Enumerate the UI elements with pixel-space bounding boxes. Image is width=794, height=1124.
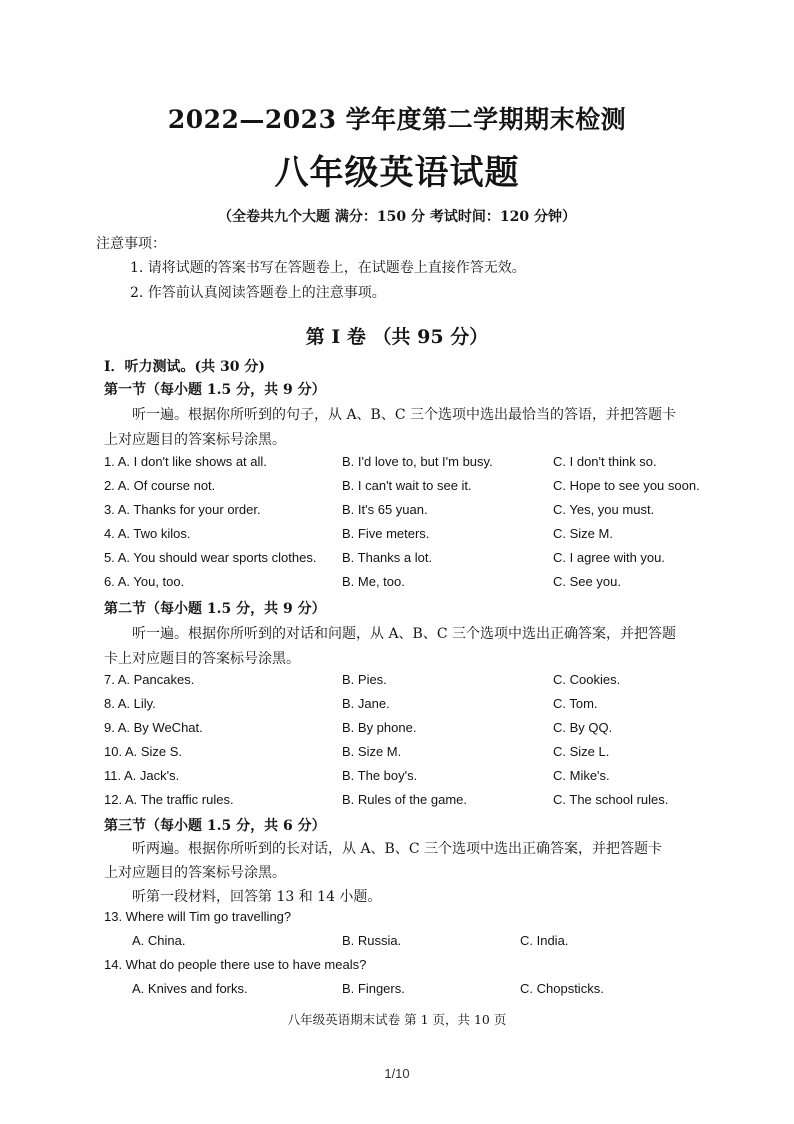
question-row <box>0 792 794 812</box>
q9-option-c: C. By QQ. <box>553 720 613 735</box>
sec2-instruction-line2: 卡上对应题目的答案标号涂黑。 <box>104 651 300 667</box>
q1-option-a: 1. A. I don't like shows at all. <box>104 454 267 469</box>
sec1-instruction-line2: 上对应题目的答案标号涂黑。 <box>104 432 286 448</box>
q11-option-a: 11. A. Jack's. <box>104 768 180 783</box>
sec1-instruction-line1: 听一遍。根据你所听到的句子，从 A、B、C 三个选项中选出最恰当的答语，并把答题卡 <box>132 407 677 423</box>
q14-option-a: A. Knives and forks. <box>132 981 248 996</box>
q12-option-b: B. Rules of the game. <box>342 792 468 807</box>
q11-option-b: B. The boy's. <box>342 768 418 783</box>
exam-subtitle: （全卷共九个大题 满分：150 分 考试时间：120 分钟） <box>218 209 576 225</box>
sec3-title: 第三节（每小题 1.5 分，共 6 分） <box>104 818 326 834</box>
q1-option-b: B. I'd love to, but I'm busy. <box>342 454 493 469</box>
section-listening: I．听力测试。(共 30 分) <box>104 359 266 375</box>
question-row <box>0 981 794 1001</box>
sec2-title: 第二节（每小题 1.5 分，共 9 分） <box>104 601 326 617</box>
question-row <box>0 550 794 570</box>
q14-option-c: C. Chopsticks. <box>520 981 604 996</box>
sec3-material-note: 听第一段材料，回答第 13 和 14 小题。 <box>132 889 382 905</box>
question-row <box>0 478 794 498</box>
q3-option-a: 3. A. Thanks for your order. <box>104 502 261 517</box>
q14-option-b: B. Fingers. <box>342 981 405 996</box>
sec3-instruction-line2: 上对应题目的答案标号涂黑。 <box>104 865 286 881</box>
q13-option-c: C. India. <box>520 933 569 948</box>
q6-option-a: 6. A. You, too. <box>104 574 185 589</box>
q11-option-c: C. Mike's. <box>553 768 610 783</box>
q3-option-c: C. Yes, you must. <box>553 502 655 517</box>
question-row <box>0 720 794 740</box>
q5-option-a: 5. A. You should wear sports clothes. <box>104 550 317 565</box>
q2-option-b: B. I can't wait to see it. <box>342 478 472 493</box>
page-footer: 八年级英语期末试卷 第 1 页，共 10 页 <box>287 1012 507 1027</box>
q13-option-a: A. China. <box>132 933 186 948</box>
q3-option-b: B. It's 65 yuan. <box>342 502 428 517</box>
q9-option-b: B. By phone. <box>342 720 417 735</box>
q8-option-a: 8. A. Lily. <box>104 696 156 711</box>
q10-option-b: B. Size M. <box>342 744 402 759</box>
q2-option-c: C. Hope to see you soon. <box>553 478 700 493</box>
q6-option-b: B. Me, too. <box>342 574 405 589</box>
sec3-instruction-line1: 听两遍。根据你所听到的长对话，从 A、B、C 三个选项中选出正确答案，并把答题卡 <box>132 841 663 857</box>
q13-stem: 13. Where will Tim go travelling? <box>104 909 292 924</box>
q10-option-c: C. Size L. <box>553 744 610 759</box>
q7-option-a: 7. A. Pancakes. <box>104 672 195 687</box>
q2-option-a: 2. A. Of course not. <box>104 478 216 493</box>
exam-title-year: 2022—2023 学年度第二学期期末检测 <box>167 105 627 134</box>
q5-option-c: C. I agree with you. <box>553 550 665 565</box>
q8-option-c: C. Tom. <box>553 696 598 711</box>
question-row <box>0 574 794 594</box>
question-row <box>0 696 794 716</box>
question-row <box>0 744 794 764</box>
q1-option-c: C. I don't think so. <box>553 454 657 469</box>
q7-option-c: C. Cookies. <box>553 672 621 687</box>
question-row <box>0 454 794 474</box>
sec2-instruction-line1: 听一遍。根据你所听到的对话和问题，从 A、B、C 三个选项中选出正确答案，并把答题 <box>132 626 677 642</box>
q5-option-b: B. Thanks a lot. <box>342 550 433 565</box>
q4-option-b: B. Five meters. <box>342 526 430 541</box>
notice-heading: 注意事项： <box>96 236 166 252</box>
q10-option-a: 10. A. Size S. <box>104 744 183 759</box>
q12-option-c: C. The school rules. <box>553 792 669 807</box>
question-row <box>0 768 794 788</box>
question-row <box>0 672 794 692</box>
notice-item-1: 1. 请将试题的答案书写在答题卷上，在试题卷上直接作答无效。 <box>130 260 526 276</box>
question-row <box>0 526 794 546</box>
question-row <box>0 933 794 953</box>
q9-option-a: 9. A. By WeChat. <box>104 720 203 735</box>
q14-stem: 14. What do people there use to have meals? <box>104 957 367 972</box>
question-row <box>0 502 794 522</box>
q8-option-b: B. Jane. <box>342 696 390 711</box>
q12-option-a: 12. A. The traffic rules. <box>104 792 234 807</box>
sec1-title: 第一节（每小题 1.5 分，共 9 分） <box>104 382 326 398</box>
q4-option-a: 4. A. Two kilos. <box>104 526 191 541</box>
part-title: 第 I 卷 （共 95 分） <box>305 326 489 348</box>
q6-option-c: C. See you. <box>553 574 621 589</box>
q13-option-b: B. Russia. <box>342 933 402 948</box>
notice-item-2: 2. 作答前认真阅读答题卷上的注意事项。 <box>130 285 386 301</box>
q7-option-b: B. Pies. <box>342 672 387 687</box>
exam-title-subject: 八年级英语试题 <box>274 153 520 193</box>
q4-option-c: C. Size M. <box>553 526 613 541</box>
page-indicator: 1/10 <box>384 1066 410 1081</box>
